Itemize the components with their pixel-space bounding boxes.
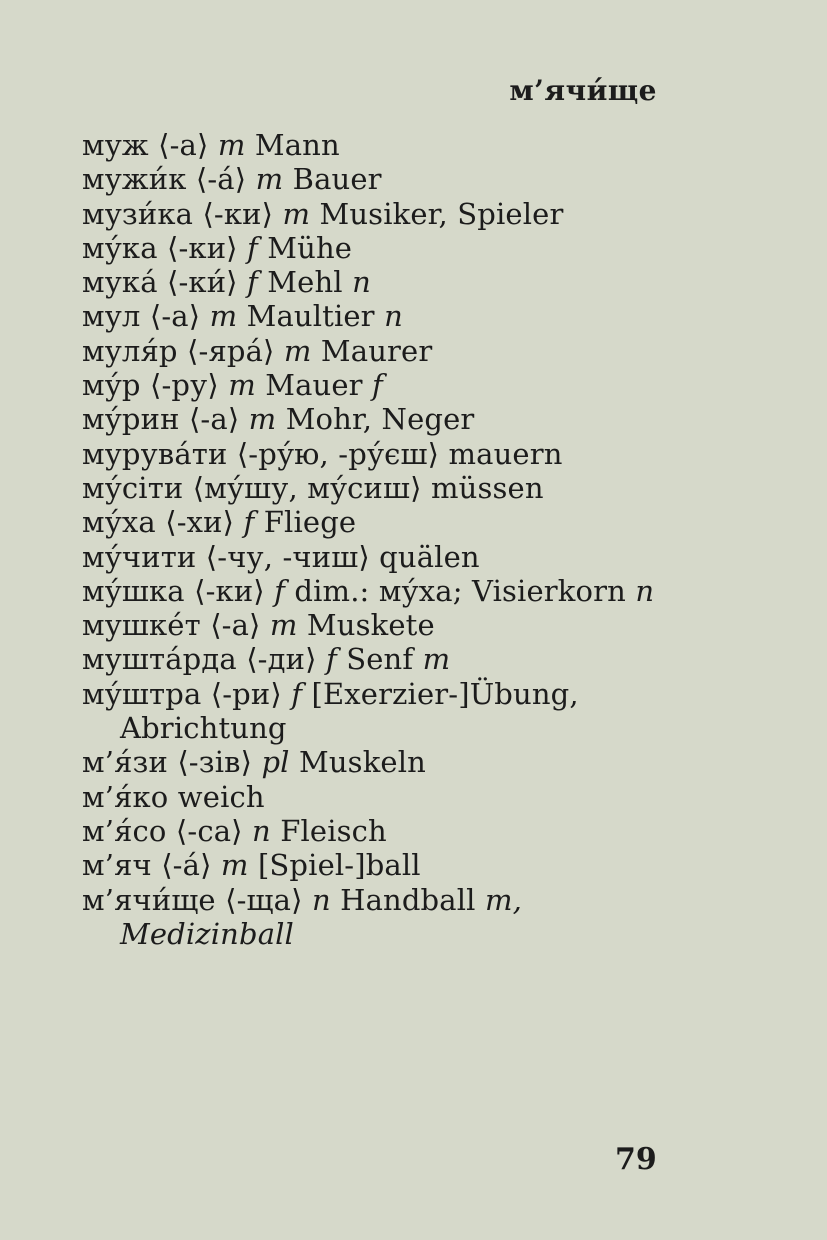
dictionary-entry: [82, 471, 662, 505]
entry-gender: n: [311, 882, 331, 917]
dictionary-entry: [82, 162, 662, 196]
entry-gloss: quälen: [379, 539, 480, 574]
dictionary-entry: [82, 299, 662, 333]
entry-gloss: Muskeln: [298, 745, 426, 780]
dictionary-entry: [82, 780, 662, 814]
entry-headword: мушта́рда: [82, 642, 237, 677]
entry-gloss: Mühe: [267, 230, 353, 265]
entry-headword: му́рин: [82, 402, 180, 437]
entry-headword: мужи́к: [82, 162, 187, 197]
dictionary-entry: [82, 848, 662, 882]
dictionary-entry: [82, 608, 662, 642]
dictionary-entry: [82, 402, 662, 436]
entry-gloss: weich: [177, 779, 265, 814]
entry-forms: ⟨-а́⟩: [161, 848, 212, 883]
entry-gloss: Senf: [346, 642, 414, 677]
entry-forms: ⟨-зів⟩: [177, 745, 253, 780]
entry-forms: ⟨-ди⟩: [246, 642, 317, 677]
dictionary-entry: [82, 883, 662, 952]
entry-gender: m: [248, 402, 277, 437]
entry-forms: ⟨-а́⟩: [195, 162, 247, 197]
entry-gloss: [Spiel-]ball: [257, 848, 421, 883]
entry-post: m, Medizinball: [120, 882, 522, 951]
running-head: м’ячи́ще: [509, 74, 657, 107]
entry-gloss: Maultier: [246, 299, 375, 334]
entry-gloss: Mehl: [267, 265, 343, 300]
dictionary-entry: [82, 574, 662, 608]
entry-gloss: mauern: [448, 436, 563, 471]
entry-headword: му́сіти: [82, 470, 184, 505]
dictionary-entry: [82, 265, 662, 299]
entry-headword: му́шка: [82, 573, 185, 608]
entry-gloss: Mauer: [265, 368, 363, 403]
entry-headword: му́ха: [82, 505, 156, 540]
entry-gloss: [Exerzier-]Übung, Abrichtung: [120, 676, 579, 746]
entry-gloss: müssen: [430, 470, 544, 505]
entry-forms: ⟨-ри⟩: [210, 676, 282, 711]
entry-headword: мул: [82, 299, 141, 334]
entry-headword: му́ка: [82, 230, 158, 265]
entry-gender: f: [274, 573, 286, 608]
dictionary-entry: [82, 814, 662, 848]
entry-gender: m: [283, 333, 312, 368]
entry-forms: ⟨-чу, -чиш⟩: [205, 539, 370, 574]
dictionary-entry: [82, 231, 662, 265]
entry-headword: м’я́ко: [82, 779, 169, 814]
entry-forms: ⟨-ки⟩: [194, 573, 265, 608]
entry-forms: ⟨му́шу, му́сиш⟩: [192, 470, 422, 505]
entry-headword: музи́ка: [82, 196, 194, 231]
entry-gender: f: [247, 265, 258, 300]
entry-forms: ⟨-а⟩: [188, 402, 240, 437]
entry-headword: муж: [82, 128, 149, 162]
entry-forms: ⟨-а⟩: [158, 128, 209, 162]
entry-forms: ⟨-ки⟩: [202, 196, 274, 231]
entry-forms: ⟨-ки́⟩: [167, 265, 238, 300]
entry-gender: m: [220, 848, 249, 883]
entry-headword: мука́: [82, 265, 158, 300]
entry-post: m: [422, 642, 451, 677]
entry-post: f: [372, 368, 383, 403]
entry-gender: f: [291, 676, 303, 711]
entry-forms: ⟨-ру⟩: [150, 368, 219, 403]
entry-gloss: Bauer: [292, 162, 382, 197]
entry-gloss: Mohr, Neger: [285, 402, 475, 437]
entry-list: [82, 128, 662, 951]
entry-forms: ⟨-са⟩: [175, 813, 243, 848]
entry-gloss: Muskete: [306, 608, 435, 643]
entry-gender: m: [228, 368, 256, 403]
dictionary-entry: [82, 505, 662, 539]
dictionary-entry: [82, 437, 662, 471]
dictionary-entry: [82, 677, 662, 746]
entry-headword: му́р: [82, 368, 141, 403]
entry-gloss: Fliege: [263, 505, 357, 540]
entry-gloss: Maurer: [320, 333, 433, 368]
entry-gloss: dim.: му́ха; Visierkorn: [294, 573, 626, 608]
dictionary-entry: [82, 540, 662, 574]
entry-headword: м’яч: [82, 848, 152, 883]
entry-forms: ⟨-а⟩: [210, 608, 261, 643]
entry-headword: мурува́ти: [82, 436, 228, 471]
dictionary-entry: [82, 334, 662, 368]
dictionary-entry: [82, 368, 662, 402]
entry-forms: ⟨-ру́ю, -ру́єш⟩: [236, 436, 440, 471]
entry-headword: мушке́т: [82, 608, 201, 643]
entry-gender: pl: [261, 745, 290, 780]
entry-gender: m: [255, 162, 284, 197]
entry-gloss: Musiker, Spieler: [319, 196, 564, 231]
entry-headword: муля́р: [82, 333, 178, 368]
entry-gender: m: [269, 608, 298, 643]
dictionary-entry: [82, 745, 662, 779]
entry-gloss: Fleisch: [280, 813, 387, 848]
entry-forms: ⟨-ща⟩: [225, 882, 303, 917]
dictionary-entry: [82, 128, 662, 162]
entry-forms: ⟨-ки⟩: [167, 230, 238, 265]
entry-gender: f: [243, 505, 255, 540]
entry-gloss: Handball: [340, 882, 476, 917]
entry-headword: м’я́зи: [82, 745, 168, 780]
entry-forms: ⟨-хи⟩: [165, 505, 235, 540]
entry-post: n: [384, 299, 403, 334]
entry-post: n: [352, 265, 371, 300]
entry-forms: ⟨-яра́⟩: [187, 333, 275, 368]
entry-headword: му́штра: [82, 676, 202, 711]
entry-headword: м’ячи́ще: [82, 882, 216, 917]
entry-gender: f: [325, 642, 337, 677]
entry-forms: ⟨-а⟩: [149, 299, 201, 334]
entry-headword: му́чити: [82, 539, 197, 574]
dictionary-entry: [82, 642, 662, 676]
entry-gender: m: [217, 128, 246, 162]
dictionary-entry: [82, 197, 662, 231]
entry-gender: m: [282, 196, 311, 231]
page-number: 79: [615, 1142, 657, 1177]
entry-gender: m: [209, 299, 238, 334]
entry-headword: м’я́со: [82, 813, 167, 848]
entry-post: n: [635, 573, 655, 608]
entry-gender: f: [247, 230, 258, 265]
entry-gender: n: [252, 813, 271, 848]
entry-gloss: Mann: [254, 128, 340, 162]
